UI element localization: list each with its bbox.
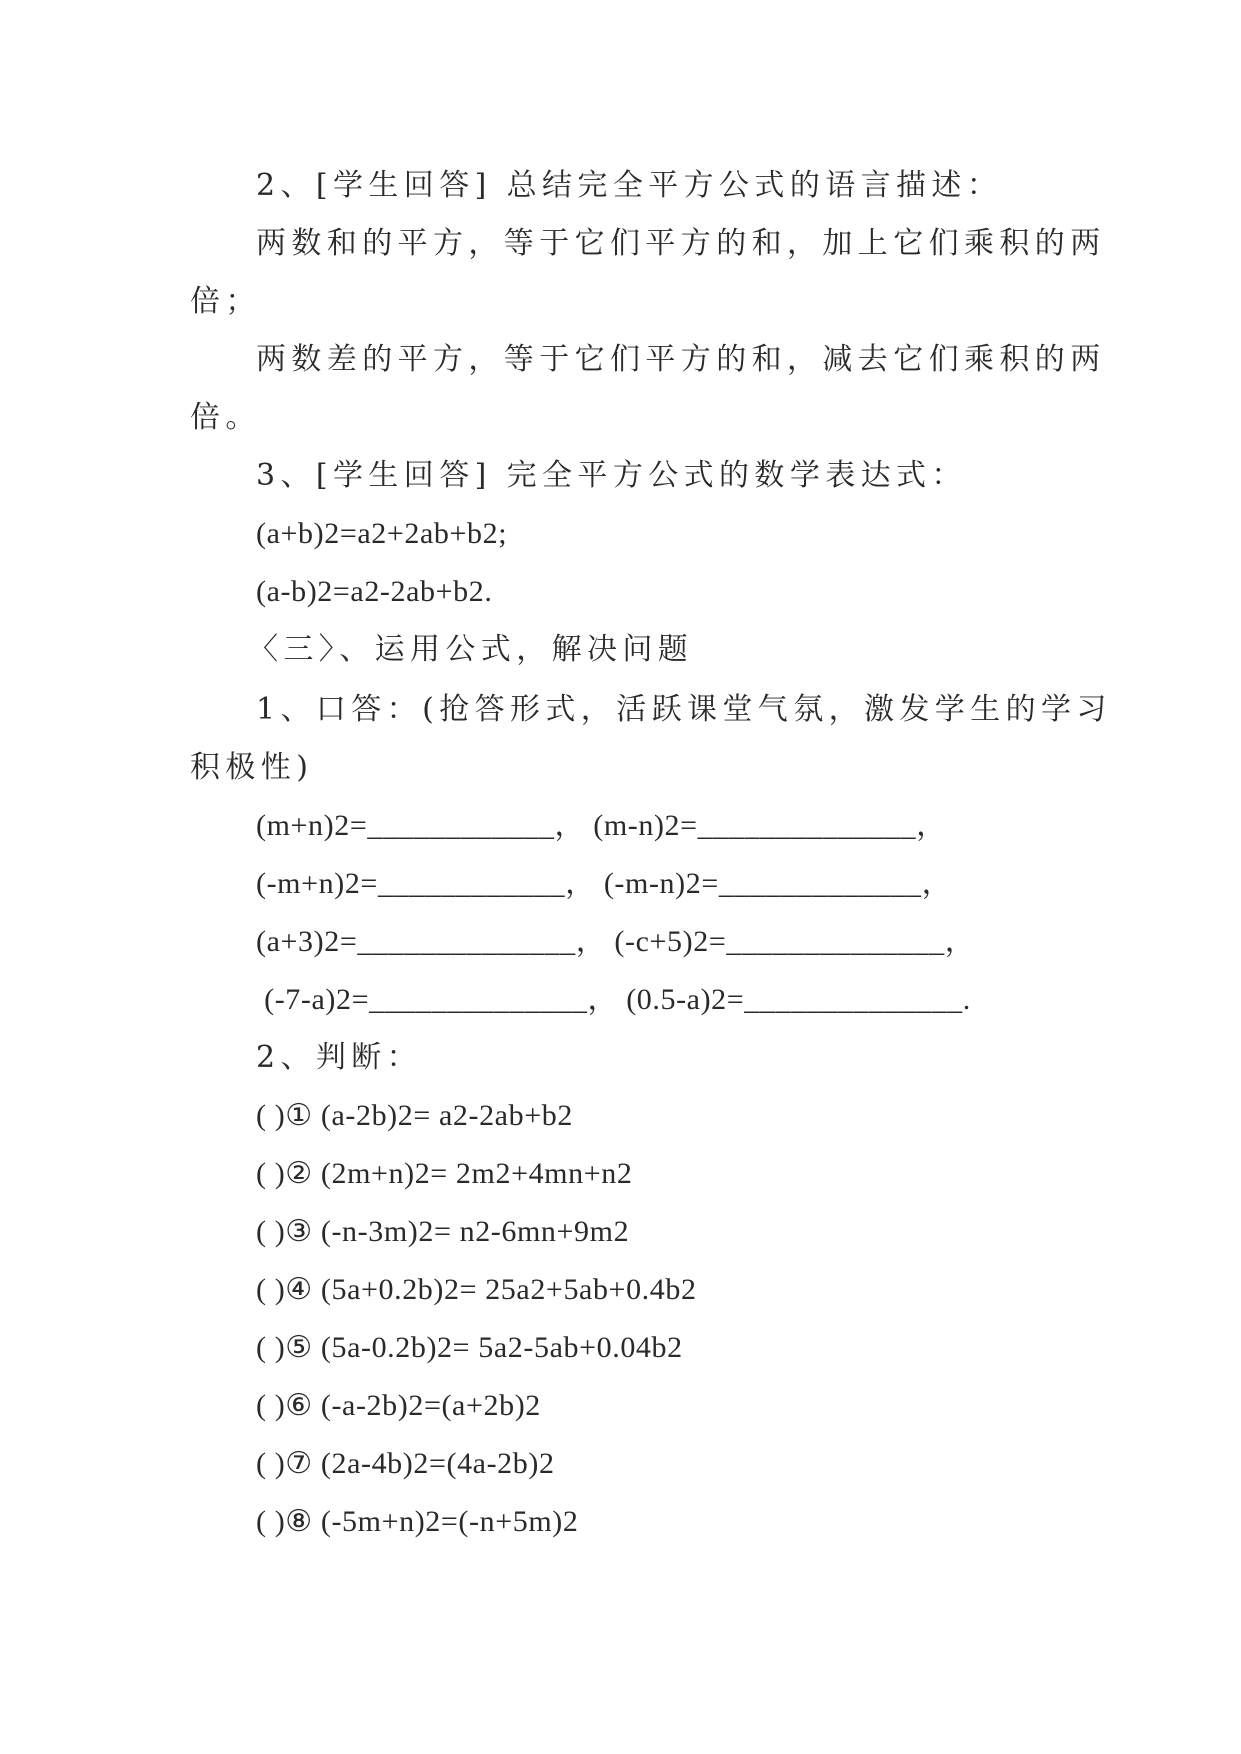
oral-answer-heading: 1、口答：(抢答形式，活跃课堂气氛，激发学生的学习 <box>256 692 1112 727</box>
fill-blank-row-3: (a+3)2=______________， (-c+5)2=______________， <box>256 925 976 958</box>
fill-blank-row-1: (m+n)2=____________， (m-n)2=______________， <box>256 809 947 842</box>
judgement-heading: 2、判断： <box>256 1040 423 1075</box>
sum-formula: (a+b)2=a2+2ab+b2; <box>256 517 508 550</box>
fill-blank-row-4: (-7-a)2=______________， (0.5-a)2=______________. <box>256 983 971 1016</box>
judgement-item-1: ( )① (a-2b)2= a2-2ab+b2 <box>256 1099 573 1132</box>
section-2-heading: 2、[学生回答] 总结完全平方公式的语言描述： <box>256 168 1003 203</box>
judgement-item-7: ( )⑦ (2a-4b)2=(4a-2b)2 <box>256 1447 555 1480</box>
sum-description-line: 两数和的平方，等于它们平方的和，加上它们乘积的两 <box>256 226 1106 261</box>
judgement-item-4: ( )④ (5a+0.2b)2= 25a2+5ab+0.4b2 <box>256 1273 697 1306</box>
difference-description-continuation: 倍。 <box>190 400 261 435</box>
section-3-heading: 3、[学生回答] 完全平方公式的数学表达式： <box>256 458 967 493</box>
difference-description-line: 两数差的平方，等于它们平方的和，减去它们乘积的两 <box>256 342 1106 377</box>
sum-description-continuation: 倍； <box>190 284 261 319</box>
part-three-heading: 〈三〉、运用公式，解决问题 <box>248 632 694 667</box>
judgement-item-8: ( )⑧ (-5m+n)2=(-n+5m)2 <box>256 1505 579 1538</box>
difference-formula: (a-b)2=a2-2ab+b2. <box>256 575 493 608</box>
judgement-item-2: ( )② (2m+n)2= 2m2+4mn+n2 <box>256 1157 633 1190</box>
judgement-item-5: ( )⑤ (5a-0.2b)2= 5a2-5ab+0.04b2 <box>256 1331 683 1364</box>
fill-blank-row-2: (-m+n)2=____________， (-m-n)2=_____________， <box>256 867 953 900</box>
oral-answer-continuation: 积极性) <box>190 750 314 785</box>
judgement-item-6: ( )⑥ (-a-2b)2=(a+2b)2 <box>256 1389 541 1422</box>
judgement-item-3: ( )③ (-n-3m)2= n2-6mn+9m2 <box>256 1215 630 1248</box>
